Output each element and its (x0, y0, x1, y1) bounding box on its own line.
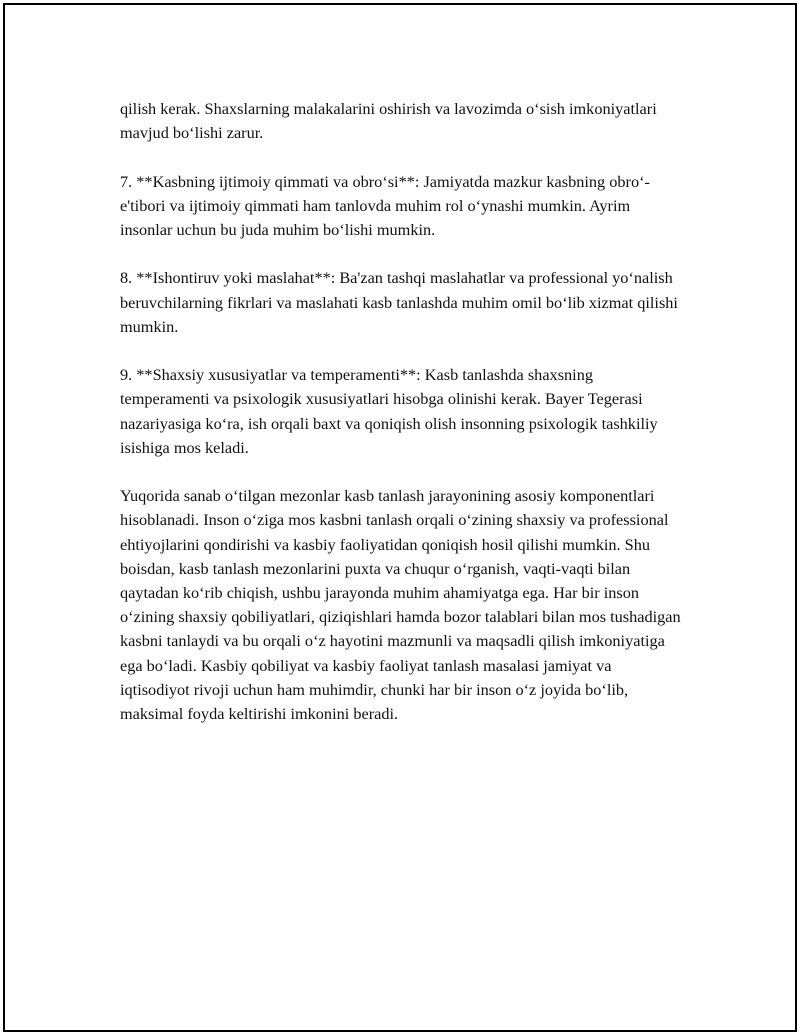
paragraph-temperament: 9. **Shaxsiy xususiyatlar va temperamenti**: Kasb tanlashda shaxsning temperamenti va psixologik xususiyatlari hisobga olinishi kerak. Bayer Tegerasi nazariyasiga ko‘ra, ish orqali baxt va qoniqish olish insonning psixologik tashkiliy isishiga mos keladi. (120, 365, 658, 457)
paragraph-conclusion: Yuqorida sanab o‘tilgan mezonlar kasb tanlash jarayonining asosiy komponentlari hisoblanadi. Inson o‘ziga mos kasbni tanlash orqali o‘zining shaxsiy va professional ehtiyojlarini qondirishi va kasbiy faoliyatidan qoniqish hosil qilishi mumkin. Shu boisdan, kasb tanlash mezonlarini puxta va chuqur o‘rganish, vaqti-vaqti bilan qaytadan ko‘rib chiqish, ushbu jarayonda muhim ahamiyatga ega. Har bir inson o‘zining shaxsiy qobiliyatlari, qiziqishlari hamda bozor talablari bilan mos tushadigan kasbni tanlaydi va bu orqali o‘z hayotini mazmunli va maqsadli qilish imkoniyatiga ega bo‘ladi. Kasbiy qobiliyat va kasbiy faoliyat tanlash masalasi jamiyat va iqtisodiyot rivoji uchun ham muhimdir, chunki har bir inson o‘z joyida bo‘lib, maksimal foyda keltirishi imkonini beradi. (120, 486, 681, 724)
paragraph-career-growth: qilish kerak. Shaxslarning malakalarini oshirish va lavozimda o‘sish imkoniyatlari mavjud bo‘lishi zarur. (120, 99, 657, 143)
document-body (120, 97, 685, 750)
paragraph-social-value: 7. **Kasbning ijtimoiy qimmati va obro‘si**: Jamiyatda mazkur kasbning obro‘-e'tibori va ijtimoiy qimmati ham tanlovda muhim rol o‘ynashi mumkin. Ayrim insonlar uchun bu juda muhim bo‘lishi mumkin. (120, 171, 650, 239)
document-page (3, 3, 797, 1032)
paragraph-advice: 8. **Ishontiruv yoki maslahat**: Ba'zan tashqi maslahatlar va professional yo‘nalish beruvchilarning fikrlari va maslahati kasb tanlashda muhim omil bo‘lib xizmat qilishi mumkin. (120, 268, 678, 336)
